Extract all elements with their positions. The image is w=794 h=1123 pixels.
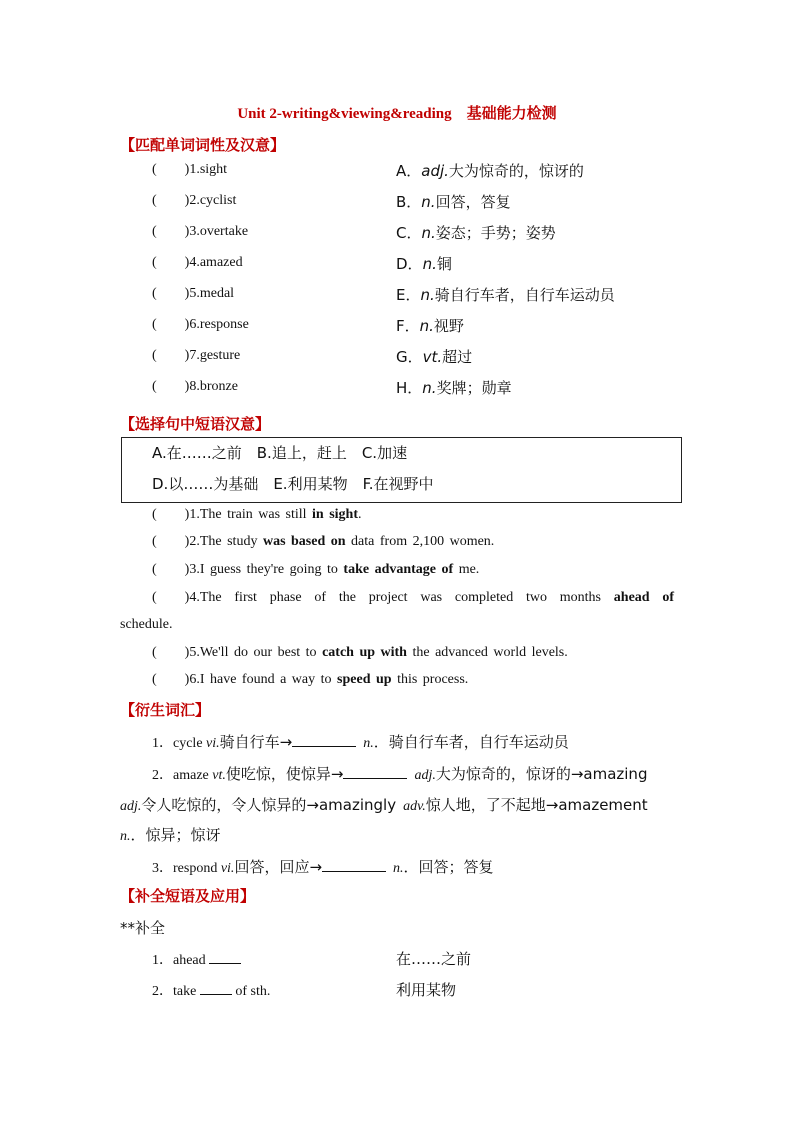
sentence-item: ( )5.We'll do our best to catch up with the advanced world levels. [152, 645, 568, 660]
sentence-continuation: schedule. [120, 617, 173, 632]
sentence-item: ( )3.I guess they're going to take advantage of me. [152, 562, 480, 577]
match-item: ( )1.sight [152, 162, 228, 177]
match-option: H．n.奖牌；勋章 [396, 379, 512, 397]
match-item: ( )6.response [152, 317, 249, 332]
match-item: ( )2.cyclist [152, 193, 237, 208]
match-option: D．n.铜 [396, 255, 452, 273]
section-heading-complete: 【补全短语及应用】 [120, 887, 256, 905]
derived-item: 1．cycle vi.骑自行车→ n.．骑自行车者，自行车运动员 [152, 733, 569, 751]
subheading: **补全 [120, 919, 166, 937]
phrase-item: 1．ahead [152, 949, 241, 969]
phrase-item: 2．take of sth. [152, 984, 271, 999]
section-heading-match: 【匹配单词词性及汉意】 [120, 136, 286, 154]
match-item: ( )5.medal [152, 286, 235, 301]
match-option: G．vt.超过 [396, 348, 473, 366]
sentence-item: ( )2.The study was based on data from 2,100 women. [152, 534, 495, 549]
match-item: ( )3.overtake [152, 224, 249, 239]
match-item: ( )8.bronze [152, 379, 238, 394]
match-item: ( )4.amazed [152, 255, 243, 270]
phrase-meaning: 在……之前 [396, 950, 472, 968]
sentence-item: ( )1.The train was still in sight. [152, 507, 362, 522]
sentence-item: ( )6.I have found a way to speed up this process. [152, 672, 469, 687]
section-heading-derived: 【衍生词汇】 [120, 701, 211, 719]
options-line: D.以……为基础 E.利用某物 F.在视野中 [152, 475, 434, 493]
match-option: A．adj.大为惊奇的，惊讶的 [396, 162, 584, 180]
derived-item-continuation: n.．惊异；惊讶 [120, 826, 221, 844]
derived-item-continuation: adj.令人吃惊的，令人惊异的→amazingly adv.惊人地，了不起地→amazement [120, 796, 648, 814]
options-box [121, 437, 682, 503]
derived-item: 3．respond vi.回答，回应→ n.．回答；答复 [152, 858, 494, 876]
phrase-meaning: 利用某物 [396, 981, 457, 999]
options-line: A.在……之前 B.追上，赶上 C.加速 [152, 444, 408, 462]
match-option: E．n.骑自行车者，自行车运动员 [396, 286, 615, 304]
match-option: B．n.回答，答复 [396, 193, 511, 211]
sentence-item: ( )4.The first phase of the project was completed two months ahead of [152, 590, 675, 605]
section-heading-phrases: 【选择句中短语汉意】 [120, 415, 271, 433]
match-item: ( )7.gesture [152, 348, 241, 363]
page-title: Unit 2-writing&viewing&reading 基础能力检测 [237, 106, 557, 122]
match-option: F．n.视野 [396, 317, 464, 335]
match-option: C．n.姿态；手势；姿势 [396, 224, 556, 242]
derived-item: 2．amaze vt.使吃惊，使惊异→ adj.大为惊奇的，惊讶的→amazing [152, 765, 648, 783]
